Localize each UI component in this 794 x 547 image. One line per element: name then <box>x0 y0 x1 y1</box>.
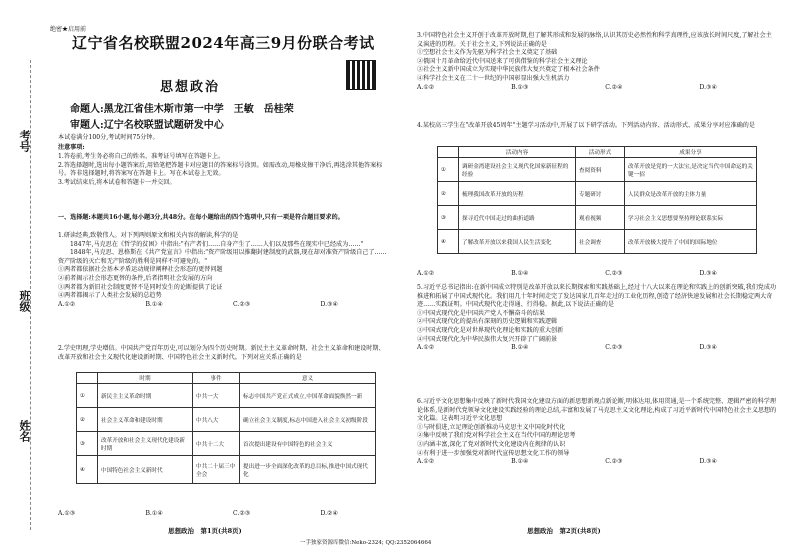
q6-option-3: ③内涵丰富,深化了党对新时代文化建设内在规律的认识 <box>417 440 566 448</box>
candidate-info-sidebar <box>0 0 48 547</box>
table-cell: 梳理我国改革开放的历程 <box>459 182 576 206</box>
author-line: 命题人:黑龙江省佳木斯市第一中学 王敏 岳桂荣 <box>70 104 294 115</box>
table-row <box>438 230 757 254</box>
name-label: 姓名 <box>18 420 31 442</box>
q5-option-2: ②中国式现代化的提出有深刻的历史逻辑和实践逻辑 <box>417 318 558 326</box>
page-footer: 思想政治 第1页(共8页) <box>168 527 242 535</box>
q3-answers <box>417 84 717 93</box>
table-cell: 新民主主义革命时期 <box>98 384 193 408</box>
table-cell: 人民群众是改革开放的主体力量 <box>625 182 757 206</box>
q2-answer-b[interactable]: B.①④ <box>145 510 163 517</box>
note-1: 1.答卷前,考生务必将自己的姓名、准考证号填写在答题卡上。 <box>58 153 225 160</box>
table-cell: 确立社会主义制度,标志中国进入社会主义初级阶段 <box>240 408 376 432</box>
table-header-cell: 活动形式 <box>576 147 625 158</box>
q5-answers <box>417 344 717 353</box>
q5-option-4: ④中国式现代化为中华民族伟大复兴开辟了广阔前景 <box>417 335 558 343</box>
q3-option-4: ④科学社会主义在二十一世纪的中国彰显出强大生机活力 <box>417 74 570 82</box>
q5-answer-d[interactable]: D.③④ <box>699 344 717 352</box>
table-cell: 中共一大 <box>193 384 240 408</box>
q5-answer-b[interactable]: B.①④ <box>511 344 529 352</box>
q5-option-3: ③中国式现代化是对世界现代化理论和实践的重大创新 <box>417 326 564 334</box>
table-cell: 社会调查 <box>576 230 625 254</box>
q4-answers <box>417 270 717 279</box>
q1-quote-1: 1847年,马克思在《哲学的贫困》中指出:"有产者们……自身产生了……人们以及那些在现实中已经成为……" <box>70 240 364 248</box>
row-number: ③ <box>77 432 98 456</box>
question-5 <box>417 284 777 353</box>
q2-answer-c[interactable]: C.②③ <box>232 510 251 517</box>
table-row <box>77 408 376 432</box>
q3-answer-c[interactable]: C.②④ <box>605 83 623 91</box>
question-1 <box>58 232 388 309</box>
table-header-cell: 事件 <box>193 373 240 384</box>
q4-answer-a[interactable]: A.①② <box>417 270 435 277</box>
table-row <box>77 456 376 484</box>
table-cell: 改革开放是党的一大法宝,是决定当代中国命运的关键一招 <box>625 158 757 182</box>
q5-answer-a[interactable]: A.①② <box>417 344 435 352</box>
reviewer-line: 审题人:辽宁名校联盟试题研发中心 <box>70 120 224 131</box>
q1-option-3: ③两者都为新旧社会制度更替不是同时发生的论断提供了论证 <box>58 283 223 291</box>
exam-number-label: 考号 <box>18 130 31 152</box>
table-row <box>77 432 376 456</box>
q2-answer-d[interactable]: D.②④ <box>320 510 338 517</box>
binding-line <box>30 60 31 530</box>
q4-answer-c[interactable]: C.②③ <box>605 270 623 277</box>
question-6 <box>417 398 777 467</box>
table-cell: 查阅资料 <box>576 158 625 182</box>
q1-answer-b[interactable]: B.①④ <box>145 300 163 308</box>
notes-title: 注意事项: <box>58 144 85 151</box>
exam-page-2 <box>397 0 794 547</box>
table-cell: 改革开放极大提升了中国的国际地位 <box>625 230 757 254</box>
q5-answer-c[interactable]: C.②③ <box>605 344 623 352</box>
q4-answer-d[interactable]: D.③④ <box>699 270 717 277</box>
note-2: 2.答选择题时,选出每小题答案后,用铅笔把答题卡对应题目的答案标号涂黑。如需改动,用橡皮擦干净后,再选涂其他答案标号。答非选择题时,将答案写在答题卡上。写在本试卷上无效。 <box>58 161 383 178</box>
q4-table <box>437 146 757 254</box>
table-cell: 中共十二大 <box>193 432 240 456</box>
q1-option-4: ④两者都揭示了人类社会发展的总趋势 <box>58 292 162 300</box>
q6-answer-d[interactable]: D.③④ <box>699 458 717 466</box>
table-row <box>438 206 757 230</box>
table-cell: 了解改革开放以来我国人民生活变化 <box>459 230 576 254</box>
q5-option-1: ①中国式现代化是中国共产党人不懈奋斗的结果 <box>417 309 545 317</box>
row-number: ① <box>77 384 98 408</box>
q1-option-2: ②前者揭示社会形态更替的条件,后者指明社会发展的方向 <box>58 274 213 282</box>
q6-answers <box>417 458 717 467</box>
q6-option-2: ②集中反映了我们党对科学社会主义在当代中国的理论思考 <box>417 432 576 440</box>
notes <box>58 153 388 187</box>
q4-answer-b[interactable]: B.①④ <box>511 270 529 277</box>
table-cell: 社会主义革命和建设时期 <box>98 408 193 432</box>
q2-table <box>76 372 376 484</box>
qr-code-icon <box>346 60 376 90</box>
table-cell: 标志中国共产党正式成立,中国革命面貌焕然一新 <box>240 384 376 408</box>
q3-option-1: ①空想社会主义作为先驱为科学社会主义奠定了基础 <box>417 49 558 57</box>
question-4-stem: 4.某校高三学生在"改革开放45周年"主题学习活动中,开展了以下研学活动。下列活动内容、活动形式、成果分享对应准确的是 <box>417 122 755 129</box>
q3-option-3: ③社会主义新中国成立为实现中华民族伟大复兴奠定了根本社会条件 <box>417 66 600 74</box>
question-2-stem: 2.学史明理,学史增信。中国共产党百年历史,可以划分为四个历史时期。新民主主义革命时期、社会主义革命和建设时期、改革开放和社会主义现代化建设新时期、中国特色社会主义新时代。下列对应关系正确的是 <box>58 345 385 361</box>
table-row <box>77 384 376 408</box>
table-header-row <box>438 147 757 158</box>
row-number: ④ <box>77 456 98 484</box>
table-header-cell: 时期 <box>98 373 193 384</box>
table-cell: 中国特色社会主义新时代 <box>98 456 193 484</box>
note-3: 3.考试结束后,将本试卷和答题卡一并交回。 <box>58 178 176 186</box>
table-cell: 中共八大 <box>193 408 240 432</box>
table-cell: 探寻近代中国走过的曲折道路 <box>459 206 576 230</box>
table-header-cell <box>77 373 98 384</box>
class-label: 班级 <box>18 290 31 312</box>
row-number: ③ <box>438 206 459 230</box>
page-footer: 思想政治 第2页(共8页) <box>527 527 601 535</box>
q3-answer-b[interactable]: B.①③ <box>511 83 529 91</box>
q1-quote-2: 1848年,马克思、恩格斯在《共产党宣言》中指出:"资产阶级用以推翻封建制度的武器,现在却对准资产阶级自己了……资产阶级的灭亡和无产阶级的胜利是同样不可避免的。" <box>58 249 387 265</box>
q1-answer-c[interactable]: C.②③ <box>232 300 251 308</box>
q6-option-4: ④有利于进一步加强党对新时代宣传思想文化工作的领导 <box>417 449 570 457</box>
table-cell: 中共二十届三中全会 <box>193 456 240 484</box>
table-cell: 学习社会主义思想要坚持理论联系实际 <box>625 206 757 230</box>
q6-stem: 6.习近平文化思想集中反映了新时代我国文化建设方面的新思想新观点新论断,明体达用,体用贯通,是一个系统完整、逻辑严密的科学理论体系,是新时代党领导文化建设实践经验的理论总结,丰富和发展了马克思主义文化理论,构成了习近平新时代中国特色社会主义思想的文化篇。这表明习近平文化思想 <box>417 398 777 423</box>
row-number: ① <box>438 158 459 182</box>
q6-answer-c[interactable]: C.②③ <box>605 458 623 466</box>
row-number: ② <box>77 408 98 432</box>
section-1-heading: 一、选择题:本题共16小题,每小题3分,共48分。在每小题给出的四个选项中,只有一项是符合题目要求的。 <box>58 214 344 221</box>
q1-stem: 1.研读经典,致敬伟人。对下列两则原文和相关内容的解读,科学的是 <box>58 232 239 239</box>
q1-answer-a[interactable]: A.①② <box>58 300 76 308</box>
table-cell: 改革开放和社会主义现代化建设新时期 <box>98 432 193 456</box>
bottom-note: 一手独家资源库微信:Neko-2324; QQ:2352064664 <box>300 540 432 546</box>
subject-title: 思想政治 <box>160 80 221 95</box>
q3-answer-a[interactable]: A.①② <box>417 83 435 91</box>
q2-answers <box>58 510 338 519</box>
row-number: ② <box>438 182 459 206</box>
q1-answer-d[interactable]: D.③④ <box>320 300 338 308</box>
table-cell: 调研金湾建设社会主义现代化国家新征程的经验 <box>459 158 576 182</box>
q3-option-2: ②俄国十月革命给近代中国送来了可供借鉴的科学社会主义理论 <box>417 57 588 65</box>
table-header-row <box>77 373 376 384</box>
q6-answer-b[interactable]: B.①④ <box>511 458 529 466</box>
exam-title: 辽宁省名校联盟2024年高三9月份联合考试 <box>72 34 375 52</box>
confidential-mark: 绝密★启用前 <box>50 26 87 33</box>
row-number: ④ <box>438 230 459 254</box>
q1-answers <box>58 301 338 310</box>
table-header-cell: 成果分享 <box>625 147 757 158</box>
table-header-cell: 活动内容 <box>459 147 576 158</box>
table-row <box>438 182 757 206</box>
table-row <box>438 158 757 182</box>
table-cell: 提出进一步全面深化改革的总目标,推进中国式现代化 <box>240 456 376 484</box>
table-header-cell <box>438 147 459 158</box>
exam-info: 本试卷满分100分,考试时间75分钟。 <box>58 134 159 141</box>
question-3 <box>417 32 777 92</box>
q2-answer-a[interactable]: A.①③ <box>58 510 76 517</box>
table-cell: 首次提出建设有中国特色的社会主义 <box>240 432 376 456</box>
table-cell: 观看视频 <box>576 206 625 230</box>
table-header-cell: 意义 <box>240 373 376 384</box>
q6-answer-a[interactable]: A.①② <box>417 458 435 466</box>
q6-option-1: ①与时俱进,立足理论创新推动马克思主义中国化时代化 <box>417 423 566 431</box>
q3-stem: 3.中国特色社会主义开创于改革开放时期,但了解其形成和发展的脉络,认识其历史必然性和科学真理性,应该放长时间尺度,了解社会主义演进的历程。关于社会主义,下列说法正确的是 <box>417 32 772 48</box>
q3-answer-d[interactable]: D.③④ <box>699 83 717 91</box>
table-cell: 专题研讨 <box>576 182 625 206</box>
q5-stem: 5.习近平总书记指出:在新中国成立特别是改革开放以来长期探索和实践基础上,经过十八大以来在理论和实践上的创新突破,我们党成功推进和拓展了中国式现代化。我们用几十年时间走完了发达国家几百年走过的工业化历程,创造了经济快速发展和社会长期稳定两大奇迹……实践证明。中国式现代化走得通、行得稳。据此,以下说法正确的是 <box>417 284 777 309</box>
q1-option-1: ①两者都依据社会基本矛盾运动规律阐释社会形态的更替问题 <box>58 266 223 274</box>
